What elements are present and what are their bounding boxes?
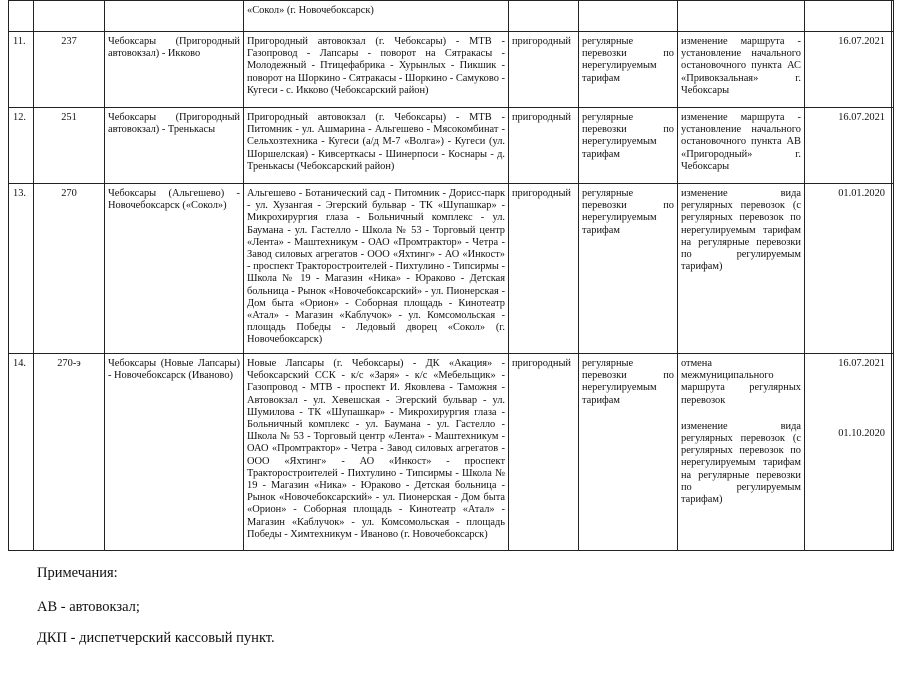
cell-extra bbox=[892, 108, 894, 184]
cell-type: пригородный bbox=[509, 184, 579, 354]
cell-kind: регулярные перевозки по нерегулируемым тарифам bbox=[579, 184, 678, 354]
cell-route: 270 bbox=[34, 184, 105, 354]
cell-date: 01.01.2020 bbox=[805, 184, 892, 354]
table-row-fragment bbox=[9, 1, 894, 32]
cell-route: 251 bbox=[34, 108, 105, 184]
cell-num: 14. bbox=[9, 354, 34, 551]
cell-extra bbox=[892, 32, 894, 108]
cell-type: пригородный bbox=[509, 32, 579, 108]
date-2: 01.10.2020 bbox=[838, 428, 885, 440]
cell-kind: регулярные перевозки по нерегулируемым тарифам bbox=[579, 108, 678, 184]
date-1: 16.07.2021 bbox=[838, 358, 885, 369]
cell-type bbox=[509, 1, 579, 32]
table-row bbox=[9, 354, 894, 551]
cell-num bbox=[9, 1, 34, 32]
cell-date: 16.07.2021 bbox=[805, 32, 892, 108]
note-line-1: АВ - автовокзал; bbox=[37, 599, 140, 615]
cell-change: изменение маршрута - установление начального остановочного пункта АВ «Пригородный» г. Чебоксары bbox=[678, 108, 805, 184]
cell-path: «Сокол» (г. Новочебоксарск) bbox=[244, 1, 509, 32]
note-line-2: ДКП - диспетчерский кассовый пункт. bbox=[37, 630, 275, 646]
cell-date bbox=[805, 354, 892, 551]
cell-extra bbox=[892, 1, 894, 32]
cell-date bbox=[805, 1, 892, 32]
table-row bbox=[9, 184, 894, 354]
cell-change: изменение вида регулярных перевозок (с регулярных перевозок по нерегулируемым тарифам на регулярные перевозки по регулируемым тарифам) bbox=[678, 184, 805, 354]
cell-path: Пригородный автовокзал (г. Чебоксары) - МТВ - Газопровод - Лапсары - поворот на Сятракасы - Молодежный - Птицефабрика - Хурынлых - Пикшик - поворот на Шоркино - Сятракасы - Шоркино - Самуково - Кугеси - с. Икково (Чебоксарский район) bbox=[244, 32, 509, 108]
cell-kind: регулярные перевозки по нерегулируемым тарифам bbox=[579, 32, 678, 108]
cell-num: 11. bbox=[9, 32, 34, 108]
cell-type: пригородный bbox=[509, 354, 579, 551]
cell-extra bbox=[892, 354, 894, 551]
cell-name: Чебоксары (Пригородный автовокзал) - Икково bbox=[105, 32, 244, 108]
cell-route bbox=[34, 1, 105, 32]
cell-path: Альгешево - Ботанический сад - Питомник - Дорисс-парк - ул. Хузангая - Эгерский бульвар - ТК «Шупашкар» - Микрохирургия глаза - Больничный комплекс - ул. Баумана - ул. Гастелло - Школа № 53 - Торговый центр «Лента» - Маштехникум - ОАО «Промтрактор» - Четра - Завод силовых агрегатов - ООО «Яхтинг» - АО «Инкост» - проспект Тракторостроителей - Пихтулино - Типсирмы - Школа № 19 - Магазин «Ника» - Юраково - Детская больница - Рынок «Новочебоксарский» - ул. Пионерская - Дом быта «Орион» - Соборная площадь - Кинотеатр «Атал» - Магазин «Каблучок» - ул. Комсомольская - площадь Победы - Ледовый дворец «Сокол» (г. Новочебоксарск) bbox=[244, 184, 509, 354]
routes-table bbox=[8, 0, 894, 551]
cell-path: Пригородный автовокзал (г. Чебоксары) - МТВ - Питомник - ул. Ашмарина - Альгешево - Мясокомбинат - Сельхозтехника - Кугеси (а/д М-7 «Волга») - Кугеси (ул. Шоршелская) - Кивсерткасы - Шинерпоси - Коснары - д. Тренькасы (Чебоксарский район) bbox=[244, 108, 509, 184]
cell-extra bbox=[892, 184, 894, 354]
cell-path: Новые Лапсары (г. Чебоксары) - ДК «Акация» - Чебоксарский ССК - к/с «Заря» - к/с «Мебельщик» - Газопровод - МТВ - проспект И. Яковлева - Таможня - Автовокзал - ул. Хевешская - Эгерский бульвар - ул. Шумилова - ТК «Шупашкар» - Микрохирургия глаза - Больничный комплекс - ул. Баумана - ул. Гастелло - Школа № 53 - Торговый центр «Лента» - Маштехникум - ОАО «Промтрактор» - Четра - Завод силовых агрегатов - ООО «Яхтинг» - АО «Инкост» - проспект Тракторостроителей - Пихтулино - Типсирмы - Школа № 19 - Магазин «Ника» - Юраково - Детская больница - Рынок «Новочебоксарский» - ул. Пионерская - Дом быта «Орион» - Соборная площадь - Кинотеатр «Атал» - Магазин «Каблучок» - ул. Комсомольская - площадь Победы - Химтехникум - Иваново (г. Новочебоксарск) bbox=[244, 354, 509, 551]
cell-change bbox=[678, 1, 805, 32]
cell-name: Чебоксары (Альгешево) - Новочебоксарск («Сокол») bbox=[105, 184, 244, 354]
cell-route: 237 bbox=[34, 32, 105, 108]
notes-title: Примечания: bbox=[37, 565, 118, 581]
cell-name bbox=[105, 1, 244, 32]
cell-change bbox=[678, 354, 805, 551]
cell-kind bbox=[579, 1, 678, 32]
change-text-2: изменение вида регулярных перевозок (с регулярных перевозок по нерегулируемым тарифам на регулярные перевозки по регулируемым тарифам) bbox=[681, 420, 801, 506]
cell-name: Чебоксары (Пригородный автовокзал) - Тренькасы bbox=[105, 108, 244, 184]
table-row bbox=[9, 108, 894, 184]
cell-num: 12. bbox=[9, 108, 34, 184]
cell-date: 16.07.2021 bbox=[805, 108, 892, 184]
cell-kind: регулярные перевозки по нерегулируемым тарифам bbox=[579, 354, 678, 551]
change-text-1: отмена межмуниципального маршрута регулярных перевозок bbox=[681, 358, 801, 406]
cell-name: Чебоксары (Новые Лапсары) - Новочебоксарск (Иваново) bbox=[105, 354, 244, 551]
cell-change: изменение маршрута - установление начального остановочного пункта АС «Привокзальная» г. Чебоксары bbox=[678, 32, 805, 108]
table-row bbox=[9, 32, 894, 108]
cell-num: 13. bbox=[9, 184, 34, 354]
cell-type: пригородный bbox=[509, 108, 579, 184]
cell-route: 270-э bbox=[34, 354, 105, 551]
